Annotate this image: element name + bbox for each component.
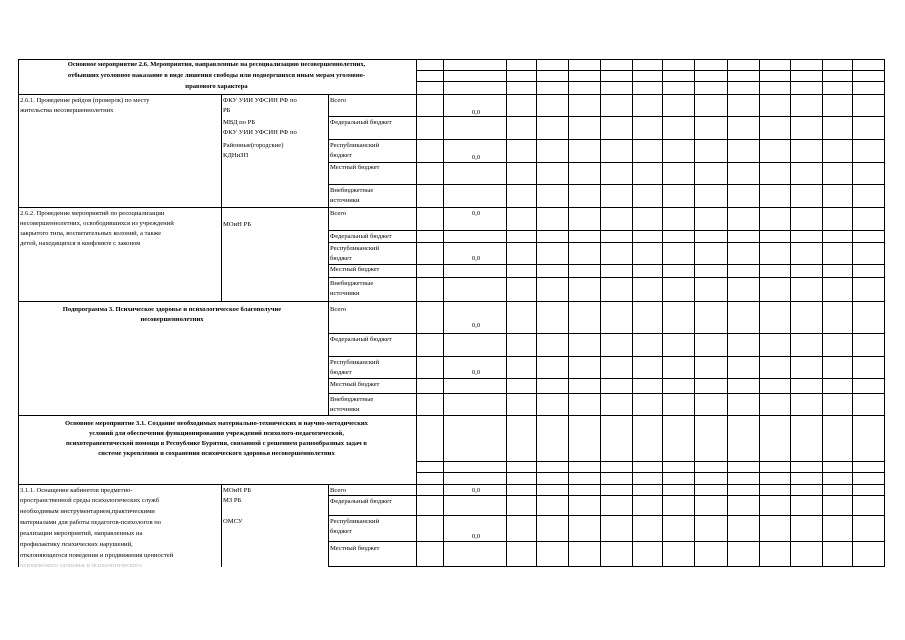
grid-rule-horizontal: [18, 207, 884, 208]
grid-rule-horizontal: [416, 70, 884, 71]
row-3-1-1-activity-line-2: пространственной среды психологических служб: [20, 497, 160, 504]
row-2-6-2-source-extra-1: Внебюджетные: [330, 280, 374, 287]
row-3-1-1-source-local: Местный бюджет: [330, 545, 380, 552]
grid-rule-horizontal: [328, 264, 884, 265]
row-2-6-1-source-extra-2: источники: [330, 197, 360, 204]
row-2-6-2-source-extra-2: источники: [330, 290, 360, 297]
grid-rule-vertical: [443, 59, 444, 567]
row-2-6-2-source-local: Местный бюджет: [330, 266, 380, 273]
grid-rule-horizontal: [328, 139, 884, 140]
subprogram-3-source-republic-1: Республиканский: [330, 359, 380, 366]
grid-rule-vertical: [536, 59, 537, 567]
grid-rule-vertical: [600, 59, 601, 567]
section-3-1-heading-line-2: условий для обеспечения функционирования учреждений психолого-педагогической,: [89, 430, 344, 437]
row-2-6-2-source-federal: Федеральный бюджет: [330, 233, 392, 240]
grid-rule-horizontal: [328, 116, 884, 117]
section-2-6-heading-line-1: Основное мероприятие 2.6. Мероприятия, направленные на ресоциализацию несовершеннолетних,: [67, 61, 366, 68]
grid-rule-horizontal: [328, 378, 884, 379]
row-3-1-1-activity-line-7: отклоняющегося поведения и продвижения ценностей: [20, 552, 174, 559]
grid-rule-vertical: [632, 59, 633, 567]
grid-rule-horizontal: [328, 162, 884, 163]
row-2-6-2-activity-line-2: несовершеннолетних, освободившихся из учреждений: [20, 220, 174, 227]
row-3-1-1-source-total: Всего: [330, 487, 347, 494]
section-3-1-heading-line-3: психотерапевтической помощи в Республике Бурятия, связанной с решением разнообразных задач в: [66, 440, 367, 447]
grid-rule-horizontal: [328, 242, 884, 243]
row-2-6-2-source-republic-2: бюджет: [330, 255, 352, 262]
grid-rule-horizontal: [328, 566, 884, 567]
grid-rule-horizontal: [328, 393, 884, 394]
grid-rule-horizontal: [18, 94, 884, 95]
grid-rule-horizontal: [18, 301, 884, 302]
row-2-6-1-source-republic-2: бюджет: [330, 152, 352, 159]
row-3-1-1-activity-line-1: 3.1.1. Оснащение кабинетов предметно-: [20, 487, 133, 494]
subprogram-3-source-local: Местный бюджет: [330, 381, 380, 388]
subprogram-3-heading-line-1: Подпрограмма 3. Психическое здоровье и психологическое благополучие: [62, 306, 282, 313]
grid-rule-horizontal: [328, 184, 884, 185]
grid-rule-vertical: [852, 59, 853, 567]
grid-rule-vertical: [662, 59, 663, 567]
row-2-6-1-activity-line-1: 2.6.1. Проведение рейдов (проверок) по месту: [20, 97, 150, 104]
row-3-1-1-executor-1: МОиН РБ: [223, 487, 252, 494]
subprogram-3-source-federal: Федеральный бюджет: [330, 336, 392, 343]
grid-rule-horizontal: [416, 81, 884, 82]
row-2-6-1-source-extra-1: Внебюджетные: [330, 187, 374, 194]
section-3-1-heading-line-4: системе укрепления и сохранения психического здоровья несовершеннолетних: [98, 450, 335, 457]
row-3-1-1-activity-line-5: реализации мероприятий, направленных на: [20, 530, 143, 537]
grid-rule-vertical: [328, 484, 329, 567]
subprogram-3-source-extra-1: Внебюджетные: [330, 396, 374, 403]
grid-rule-vertical: [790, 59, 791, 567]
grid-rule-vertical: [727, 59, 728, 567]
row-2-6-1-executor-3: МВД по РБ: [223, 119, 256, 126]
row-2-6-2-total-value: 0,0: [471, 210, 481, 217]
row-3-1-1-activity-line-3: необходимым инструментарием,практическими: [20, 508, 155, 515]
grid-rule-horizontal: [328, 495, 884, 496]
row-2-6-2-activity-line-3: закрытого типа, воспитательных колоний, а также: [20, 230, 162, 237]
grid-rule-vertical: [416, 59, 417, 567]
row-2-6-1-total-value: 0,0: [471, 109, 481, 116]
row-3-1-1-executor-3: ОМСУ: [223, 518, 243, 525]
row-2-6-1-source-republic-1: Республиканский: [330, 142, 380, 149]
subprogram-3-heading-line-2: несовершеннолетних: [140, 316, 204, 323]
grid-rule-horizontal: [328, 277, 884, 278]
subprogram-3-total-value: 0,0: [471, 322, 481, 329]
subprogram-3-source-extra-2: источники: [330, 406, 360, 413]
subprogram-3-source-total: Всего: [330, 306, 347, 313]
grid-rule-vertical: [822, 59, 823, 567]
grid-rule-vertical: [506, 59, 507, 567]
row-2-6-1-activity-line-2: жительства несовершеннолетних: [20, 107, 114, 114]
grid-rule-horizontal: [328, 333, 884, 334]
grid-rule-vertical: [568, 59, 569, 567]
grid-rule-horizontal: [328, 515, 884, 516]
row-2-6-1-source-local: Местный бюджет: [330, 164, 380, 171]
row-2-6-1-source-total: Всего: [330, 97, 347, 104]
row-3-1-1-activity-line-4: материалами для работы педагогов-психологов по: [20, 519, 162, 526]
grid-rule-horizontal: [18, 484, 884, 485]
row-2-6-1-executor-4: ФКУ УИИ УФСИН РФ по: [223, 129, 297, 136]
row-2-6-1-executor-5: Районные(городские): [223, 142, 284, 149]
row-2-6-2-source-republic-1: Республиканский: [330, 245, 380, 252]
row-3-1-1-activity-line-6: профилактику психических нарушений,: [20, 541, 133, 548]
row-2-6-1-republic-value: 0,0: [471, 154, 481, 161]
row-2-6-1-executor-2: РБ: [223, 107, 231, 114]
row-3-1-1-executor-2: МЗ РБ: [223, 497, 242, 504]
section-2-6-heading-line-2: отбывших уголовное наказание в виде лишения свободы или подвергшихся иным мерам уголовно-: [67, 72, 366, 79]
row-3-1-1-source-republic-1: Республиканский: [330, 518, 380, 525]
row-2-6-1-executor-1: ФКУ УИИ УФСИН РФ по: [223, 97, 297, 104]
row-3-1-1-source-federal: Федеральный бюджет: [330, 498, 392, 505]
grid-rule-vertical: [694, 59, 695, 567]
grid-rule-horizontal: [328, 541, 884, 542]
section-2-6-heading-line-3: правового характера: [185, 83, 248, 90]
subprogram-3-source-republic-2: бюджет: [330, 369, 352, 376]
row-2-6-2-source-total: Всего: [330, 210, 347, 217]
grid-rule-vertical: [759, 59, 760, 567]
grid-rule-vertical: [221, 94, 222, 301]
row-2-6-2-activity-line-1: 2.6.2. Проведение мероприятий по ресоциализации: [20, 210, 165, 217]
row-2-6-2-republic-value: 0,0: [471, 255, 481, 262]
grid-rule-horizontal: [328, 356, 884, 357]
section-3-1-heading-line-1: Основное мероприятие 3.1. Создание необходимых материально-технических и научно-методических: [65, 420, 368, 427]
grid-rule-vertical: [884, 59, 885, 567]
row-3-1-1-activity-line-8: психического здоровья и психологического: [20, 562, 142, 567]
row-2-6-1-source-federal: Федеральный бюджет: [330, 119, 392, 126]
grid-rule-horizontal: [416, 472, 884, 473]
row-2-6-1-executor-6: КДНиЗП: [223, 152, 249, 159]
grid-rule-horizontal: [18, 415, 884, 416]
subprogram-3-republic-value: 0,0: [471, 369, 481, 376]
row-3-1-1-republic-value: 0,0: [471, 533, 481, 540]
row-2-6-2-activity-line-4: детей, находящихся в конфликте с законом: [20, 240, 141, 247]
row-3-1-1-source-republic-2: бюджет: [330, 528, 352, 535]
row-3-1-1-total-value: 0,0: [471, 487, 481, 494]
row-2-6-2-executor-1: МОиН РБ: [223, 221, 252, 228]
grid-rule-horizontal: [328, 230, 884, 231]
grid-rule-vertical: [221, 484, 222, 567]
grid-rule-horizontal: [416, 461, 884, 462]
grid-rule-vertical: [328, 94, 329, 415]
